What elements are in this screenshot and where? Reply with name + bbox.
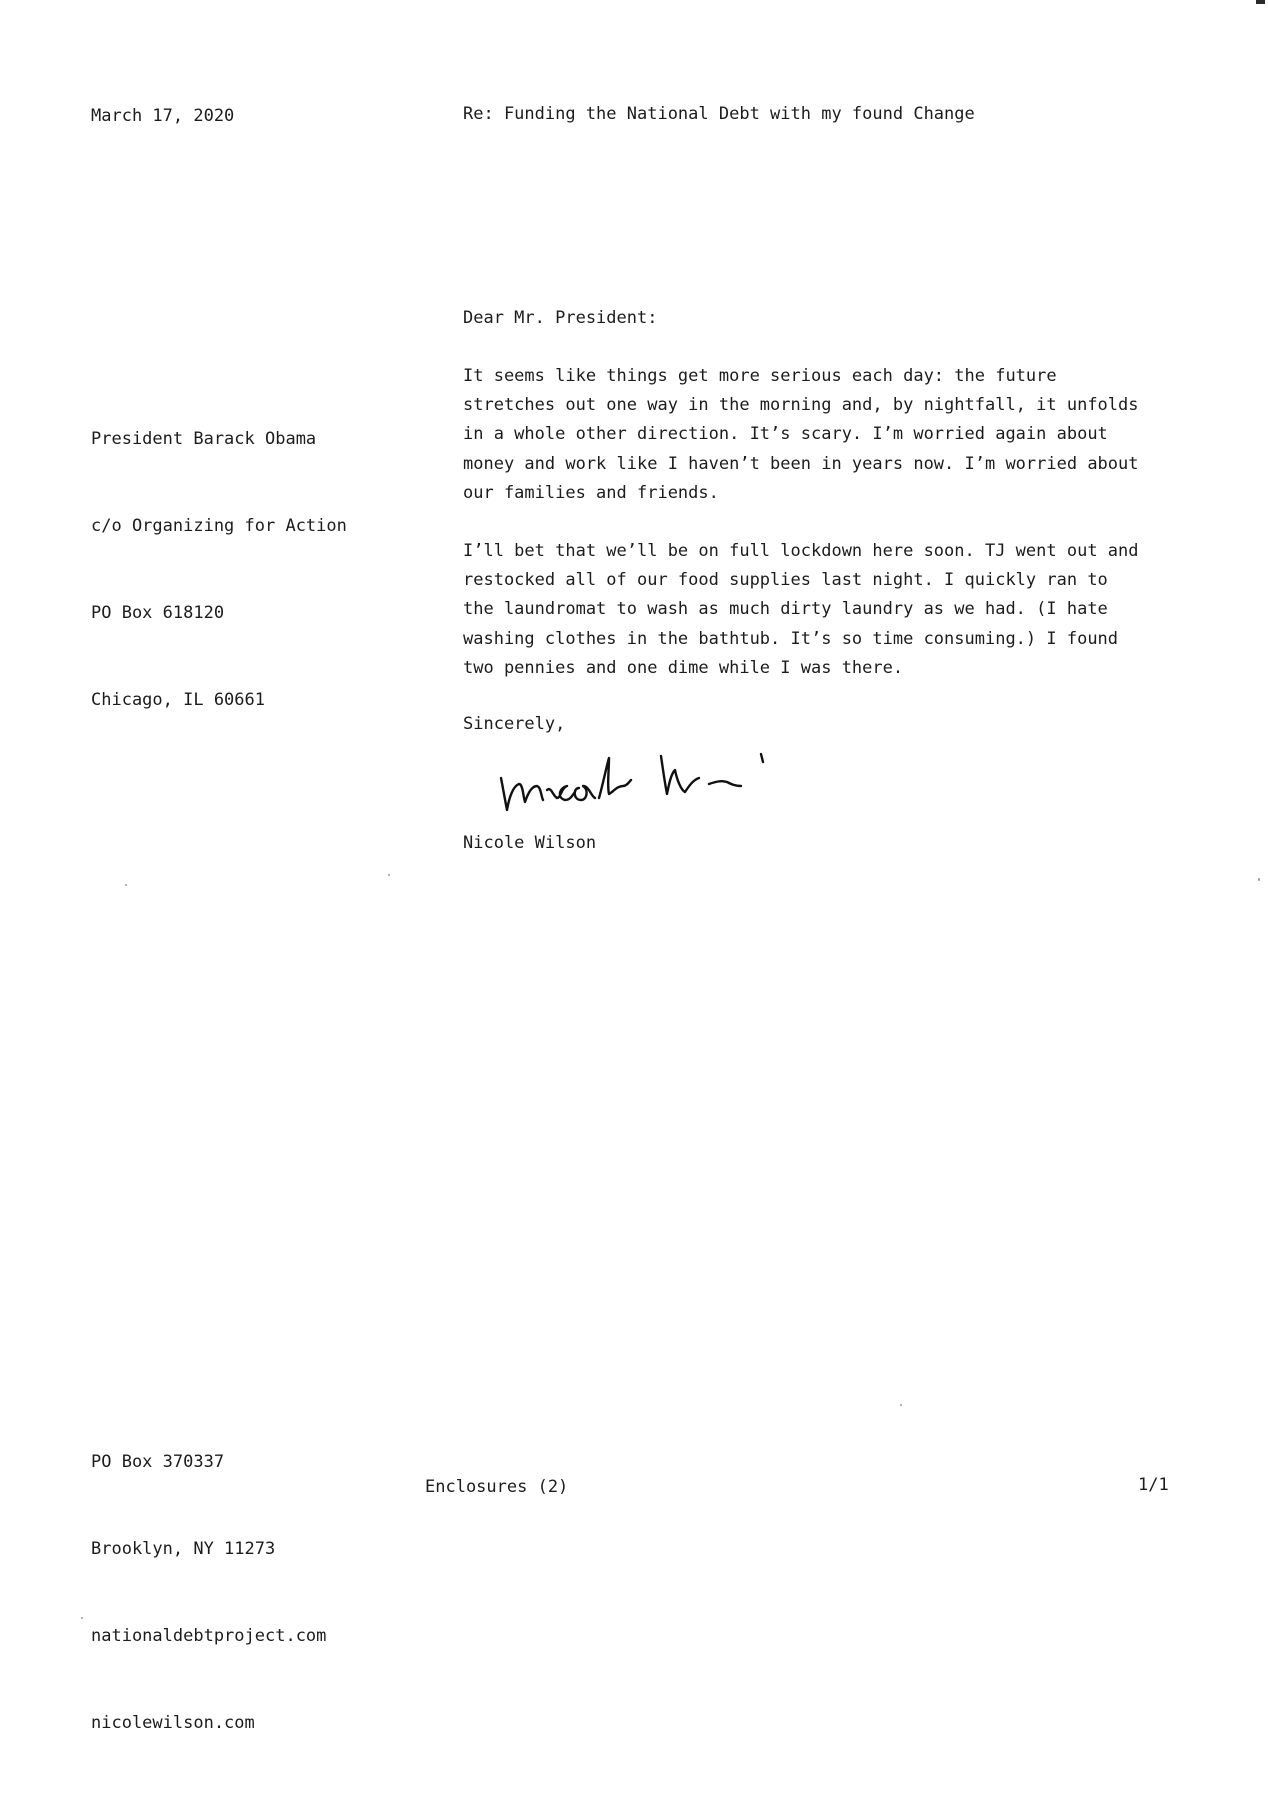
scan-speck [125,884,127,886]
body-paragraph-1 [463,362,1163,508]
recipient-organization: c/o Organizing for Action [91,516,347,536]
body-paragraph-2 [463,537,1163,683]
body-line: It seems like things get more serious each day: the future [463,366,1057,386]
letter-date: March 17, 2020 [91,106,235,126]
scan-speck [388,874,390,876]
scan-speck [1258,878,1260,881]
body-line: money and work like I haven’t been in years now. I’m worried about [463,453,1139,474]
enclosures-note: Enclosures (2) [425,1477,569,1497]
footer-address [91,1390,326,1796]
handwritten-signature [495,740,785,820]
footer-personal-website-link[interactable]: nicolewilson.com [91,1713,255,1733]
footer-website-link[interactable]: nationaldebtproject.com [91,1626,327,1646]
sender-name: Nicole Wilson [463,833,597,853]
body-line: in a whole other direction. It’s scary. I’m worried again about [463,424,1108,445]
footer-po-box: PO Box 370337 [91,1452,225,1472]
body-line: I’ll bet that we’ll be on full lockdown here soon. TJ went out and [463,541,1139,561]
body-line: restocked all of our food supplies last night. I quickly ran to [463,570,1108,591]
body-line: our families and friends. [463,482,719,503]
scan-edge-mark [1256,0,1265,4]
page-number: 1/1 [1138,1475,1169,1495]
footer-city: Brooklyn, NY 11273 [91,1539,276,1559]
recipient-po-box: PO Box 618120 [91,603,225,623]
recipient-name: President Barack Obama [91,429,317,449]
letter-subject: Re: Funding the National Debt with my found Change [463,104,975,124]
scan-speck [81,1617,83,1619]
salutation: Dear Mr. President: [463,308,658,328]
body-line: two pennies and one dime while I was there. [463,657,904,678]
body-line: washing clothes in the bathtub. It’s so time consuming.) I found [463,628,1119,649]
body-line: the laundromat to wash as much dirty laundry as we had. (I hate [463,599,1108,620]
body-line: stretches out one way in the morning and, by nightfall, it unfolds [463,395,1139,416]
recipient-city: Chicago, IL 60661 [91,690,265,710]
closing: Sincerely, [463,714,566,734]
scan-speck [900,1404,902,1406]
recipient-address [91,367,347,773]
